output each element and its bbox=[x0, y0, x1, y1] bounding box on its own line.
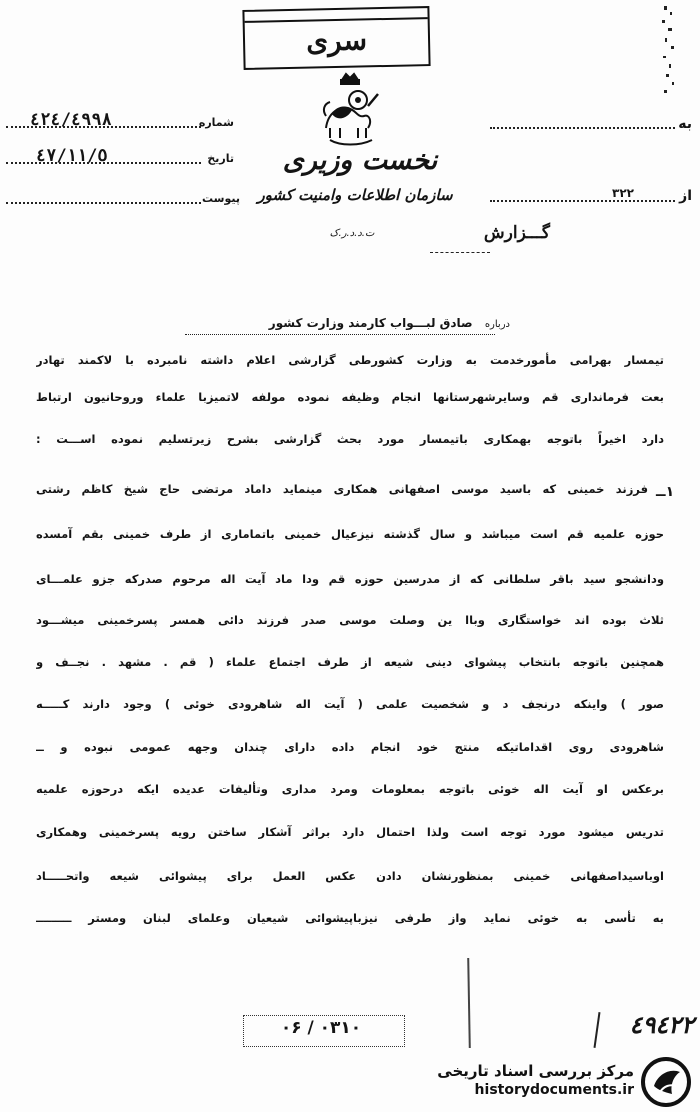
number-value: ٤٢٤/٤٩٩٨ bbox=[30, 110, 112, 130]
organization-title: نخست وزیری bbox=[282, 145, 438, 176]
handwritten-number: ٤٩٤٢٢ bbox=[629, 1010, 694, 1039]
body-line: صور ) واینکه درنجف د و شخصیت علمی ( آیت اله شاهرودی خوئی ) وجود دارند کـــــه bbox=[36, 697, 664, 711]
body-line: تیمسار بهرامی مأمورخدمت به وزارت کشورطی گزارشی اعلام داشته نامبرده با لاکمند تهادر bbox=[36, 353, 664, 367]
from-dotted-line bbox=[490, 200, 675, 203]
bottom-stamp-text: ۰۳۱۰ / ۰۶ bbox=[280, 1018, 362, 1038]
from-label: از bbox=[679, 188, 692, 204]
organization-subtitle: سازمان اطلاعات وامنیت کشور bbox=[257, 186, 453, 204]
attachment-label: پیوست bbox=[202, 192, 240, 205]
classification-text: سری bbox=[305, 23, 368, 58]
date-value: ٤٧/١١/٥ bbox=[36, 146, 108, 166]
body-line: همچنین باتوجه بانتخاب پیشوای دینی شیعه از طرف اجتماع علماء ( قم . مشهد . نجــف و bbox=[36, 655, 664, 669]
date-label: تاریخ bbox=[207, 152, 234, 165]
body-line: حوزه علمیه قم است میباشد و سال گذشته نیزعیال خمینی باتماماری از طرف خمینی بقم آمسده bbox=[36, 527, 664, 541]
attachment-dotted-line bbox=[6, 202, 201, 205]
from-value: ٣٢٢ bbox=[612, 186, 634, 200]
subject-dotted-line bbox=[185, 334, 495, 336]
body-line: فرزند خمینی که باسید موسی اصفهانی همکاری مینماید داماد مرتضی حاج شیخ کاظم رشتی bbox=[36, 482, 648, 496]
body-line: برعکس او آیت اله خوئی باتوجه بمعلومات ومرد مداری وتألیفات عدیده ایکه درحوزه علمیه bbox=[36, 782, 664, 796]
item-number-mark: ١ــ bbox=[656, 484, 675, 500]
body-line: ودانشجو سید باقر سلطانی که از مدرسین حوزه قم ودا ماد آیت اله مرحوم صدرکه جزو علمـــای bbox=[36, 572, 664, 586]
body-line: اوباسیداصفهانی خمینی بمنظورنشان دادن عکس العمل برای پیشوائی شیعه واتحـــــاد bbox=[36, 869, 664, 883]
scan-speckle-mark bbox=[640, 0, 700, 110]
classification-stamp bbox=[242, 6, 430, 70]
body-line: شاهرودی روی اقداماتیکه منتج خود انجام داده دارای چندان وجهه عمومی نبوده و ــ bbox=[36, 740, 664, 754]
body-line: دارد اخیراً باتوجه بهمکاری باتیمسار مورد بحث گزارشی بشرح زیرتسلیم نموده اســـت : bbox=[36, 432, 664, 446]
report-underline bbox=[430, 252, 490, 254]
lion-and-sun-emblem-icon bbox=[318, 66, 382, 148]
bottom-stamp bbox=[237, 1001, 405, 1051]
subject-prefix: درباره bbox=[484, 319, 510, 330]
number-label: شماره bbox=[198, 116, 234, 129]
body-line: به تأسی به خوئی نماید واز طرفی نیزباپیشوائی شیعیان وعلمای لبنان ومستر ـــــــــ bbox=[36, 911, 664, 925]
watermark-logo-icon bbox=[640, 1056, 692, 1108]
report-label: گـــزارش bbox=[483, 223, 550, 243]
body-line: ثلاث بوده اند خواستگاری وباا ین وصلت موسی صدر فرزند دائی همسر پسرخمینی میشـــود bbox=[36, 613, 664, 627]
body-line: بعت فرمانداری قم وسایرشهرستانها انجام وظیفه نموده مولفه لاتمیزبا علماء وروحانیون ارتباط bbox=[36, 390, 664, 404]
handwritten-tick bbox=[594, 1012, 601, 1048]
to-dotted-line bbox=[490, 127, 675, 130]
watermark-persian-text: مرکز بررسی اسناد تاریخی bbox=[437, 1062, 634, 1080]
body-line: تدریس میشود مورد توجه است ولذا احتمال دارد براثر آشکار ساختن رویه پسرخمینی وهمکاری bbox=[36, 825, 664, 839]
watermark-url: historydocuments.ir bbox=[474, 1082, 634, 1098]
subject-line bbox=[180, 316, 510, 330]
to-label: به bbox=[678, 116, 692, 132]
subject-text: صادق لبـــواب کارمند وزارت کشور bbox=[268, 316, 473, 330]
organization-code: ت.د.د.ر.ک bbox=[329, 228, 375, 239]
handwritten-vertical-line bbox=[467, 958, 471, 1048]
